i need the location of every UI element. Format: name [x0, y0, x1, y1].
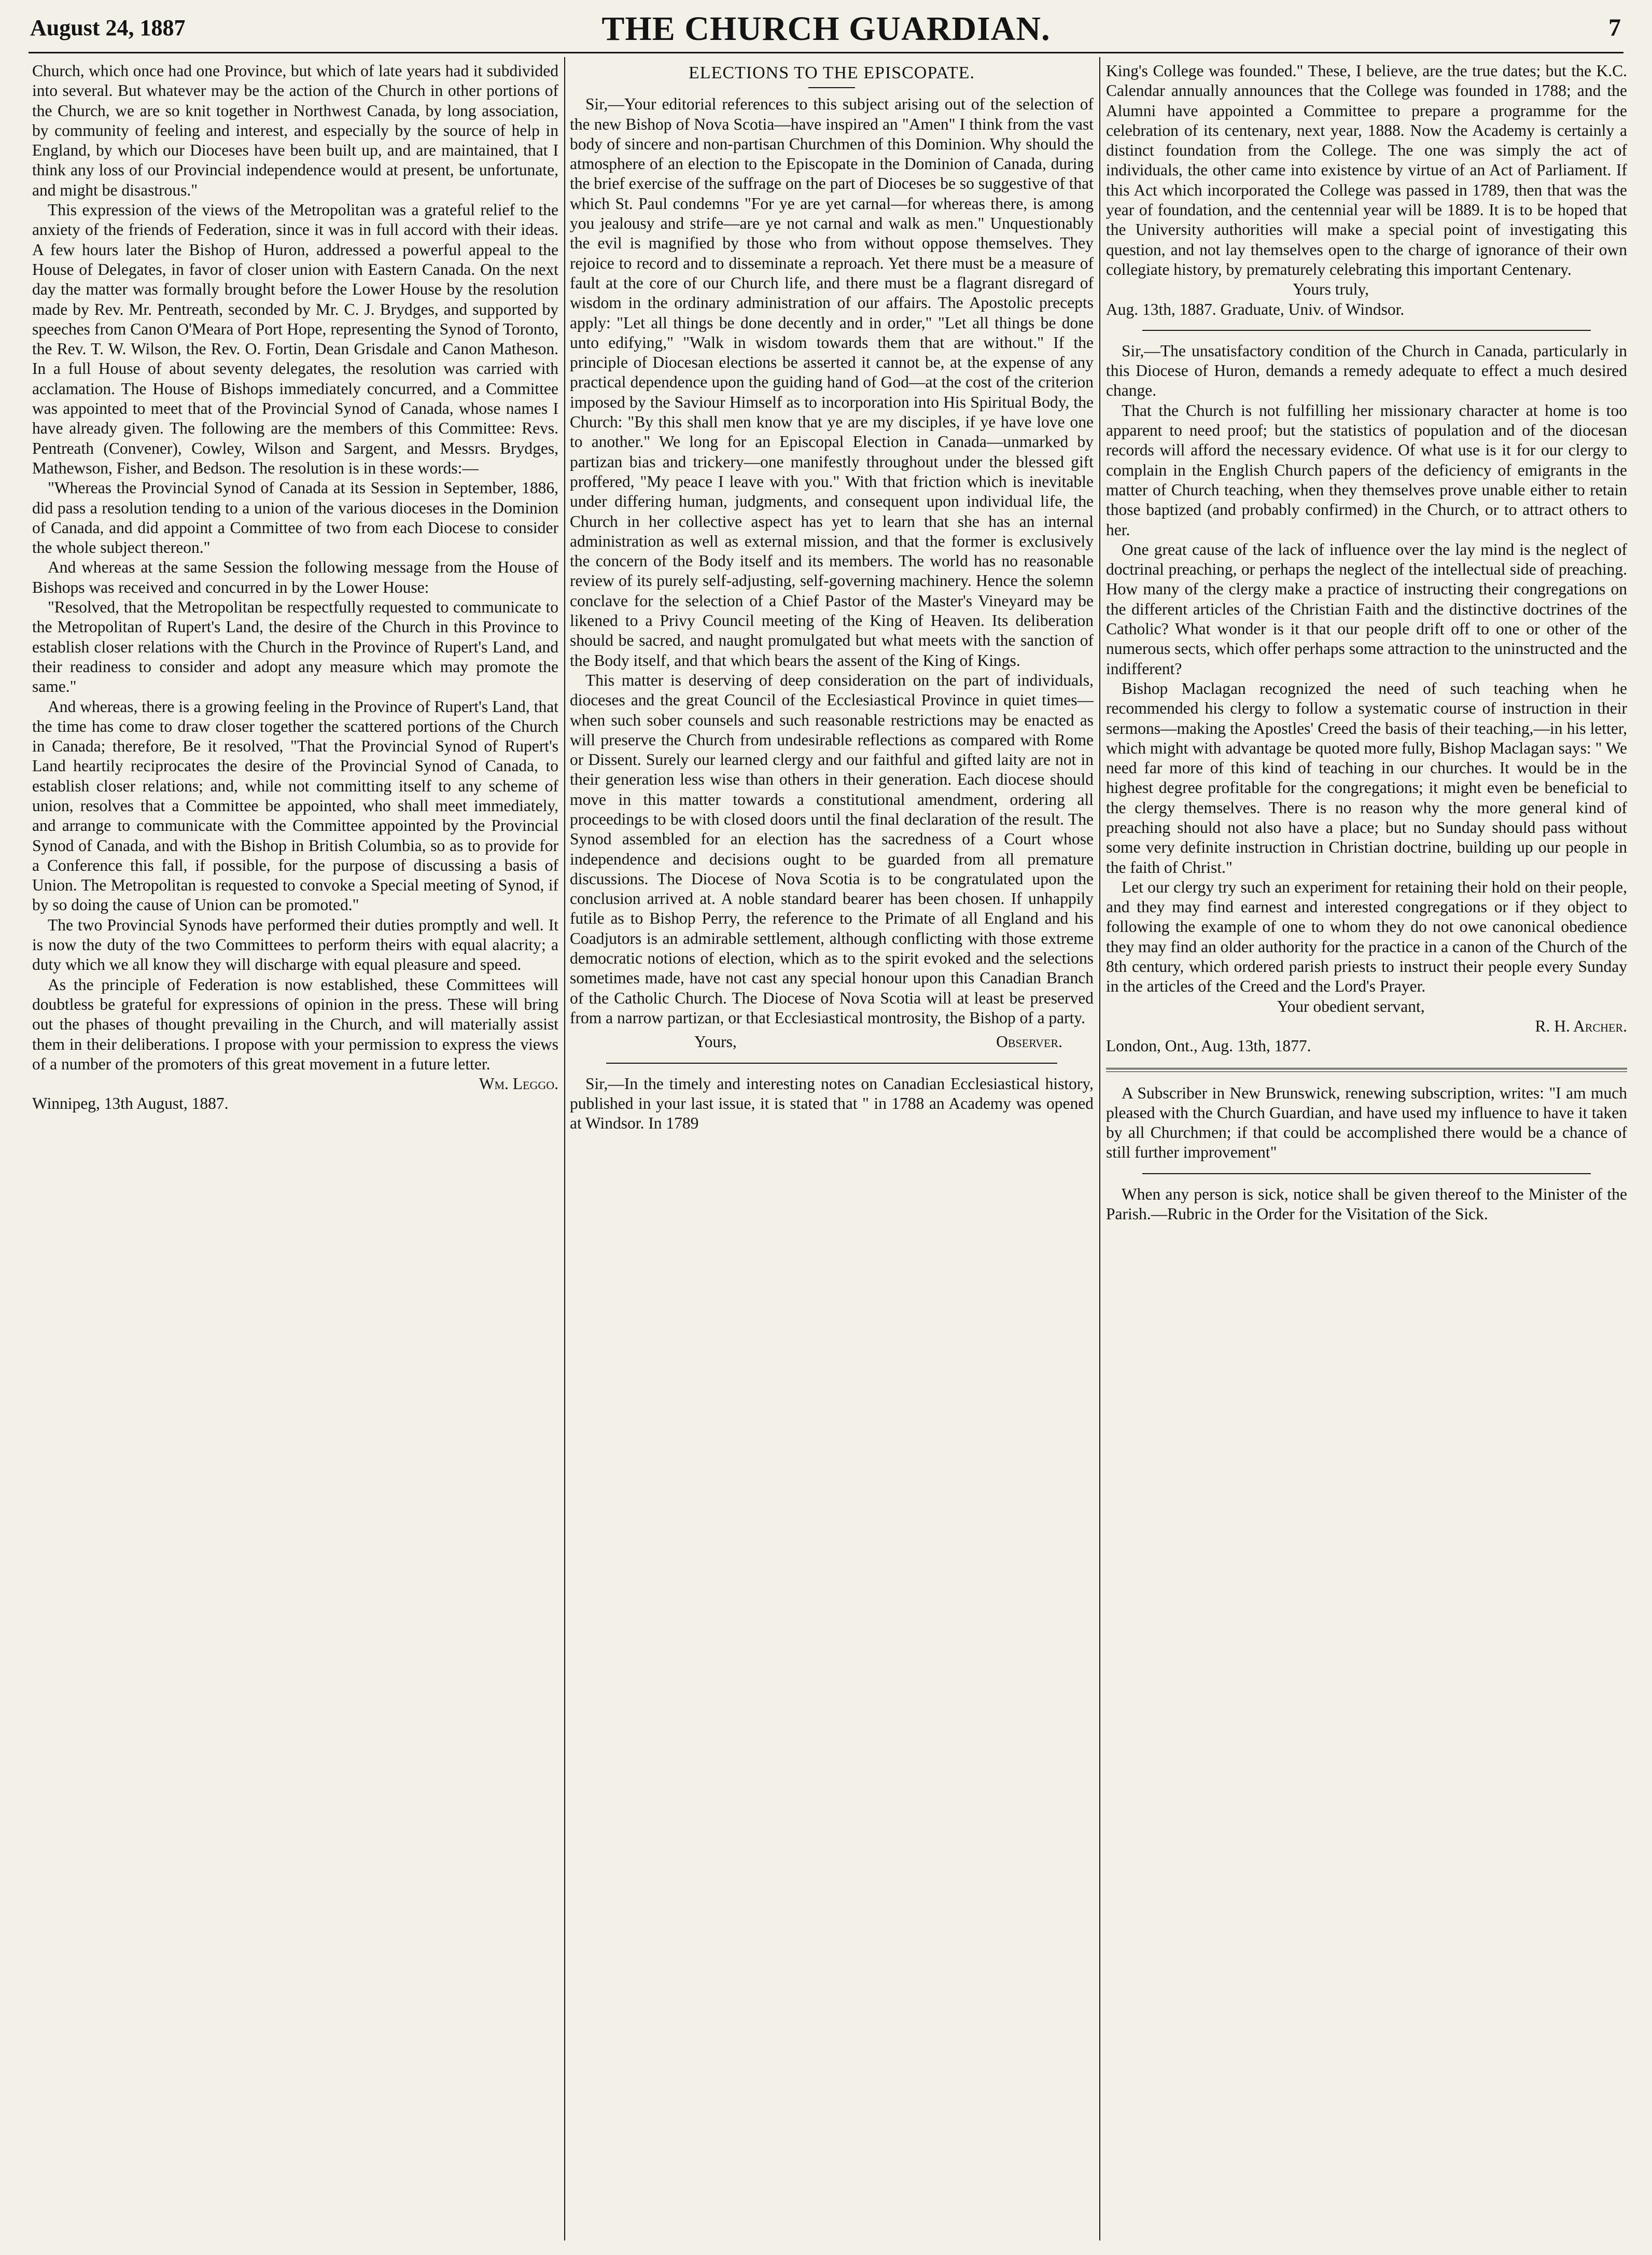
paragraph: And whereas, there is a growing feeling in the Province of Rupert's Land, that the time has come to draw closer together the scattered portions of the Church in Canada; therefore, Be it resolved, "That the Provincial Synod of Rupert's Land heartily reciprocates the desire of the Provincial Synod of Canada, to establish closer relations; and, while not committing itself to any scheme of union, resolves that a Committee be appointed, who shall meet immediately, and arrange to communicate with the Committee appointed by the Provincial Synod of Canada, and with the Bishop in British Columbia, so as to provide for a Conference this fall, if possible, for the purpose of discussing a basis of Union. The Metropolitan is requested to convoke a Special meeting of Synod, if by so doing the cause of Union can be promoted." [32, 697, 558, 914]
paragraph: This matter is deserving of deep consideration on the part of individuals, dioceses and the great Council of the Ecclesiastical Province in quiet times—when such sober counsels and such reasonable restrictions may be enacted as will preserve the Church from undesirable reflections as compared with Rome or Dissent. Surely our learned clergy and our faithful and gifted laity are not in their generation less wise than others in their generation. Each diocese should move in this matter towards a constitutional amendment, ordering all proceedings to be with closed doors until the final declaration of the result. The Synod assembled for an election has the sacredness of a Court whose independence and decisions ought to be guarded from all premature discussions. The Diocese of Nova Scotia is to be congratulated upon the conclusion arrived at. A noble standard bearer has been chosen. If unhappily futile as to Bishop Perry, the reference to the Primate of all England and his Coadjutors is an admirable settlement, although conflicting with those extreme democratic notions of election, which as to the spirit evoked and the selections sometimes made, have not cast any special honour upon this Canadian Branch of the Catholic Church. The Diocese of Nova Scotia will at least be preserved from a narrow partizan, or that Ecclesiastical montrosity, the Bishop of a party. [570, 671, 1094, 1027]
column-2 [570, 61, 1094, 2239]
masthead-title: THE CHURCH GUARDIAN. [601, 10, 1051, 48]
paragraph: That the Church is not fulfilling her missionary character at home is too apparent to need proof; but the statistics of population and of the diocesan records will afford the necessary evidence. Of what use is it for our clergy to complain in the English Church papers of the deficiency of emigrants in the matter of Church teaching, when they themselves prove unable either to retain those baptized (and probably confirmed) in the Church, or to attract others to her. [1106, 401, 1627, 539]
paragraph: This expression of the views of the Metropolitan was a grateful relief to the anxiety of the friends of Federation, since it was in full accord with their ideas. A few hours later the Bishop of Huron, addressed a powerful appeal to the House of Delegates, in favor of closer union with Eastern Canada. On the next day the matter was formally brought before the Lower House by the resolution made by Rev. Mr. Pentreath, seconded by Mr. C. J. Brydges, and supported by speeches from Canon O'Meara of Port Hope, representing the Synod of Toronto, the Rev. T. W. Wilson, the Rev. O. Fortin, Dean Grisdale and Canon Matheson. In a full House of about seventy delegates, the resolution was carried with acclamation. The House of Bishops immediately concurred, and a Committee was appointed to meet that of the Provincial Synod of Canada, whose names I have already given. The following are the members of this Committee: Revs. Pentreath (Convener), Cowley, Wilson and Sargent, and Messrs. Brydges, Mathewson, Fisher, and Bedson. The resolution is in these words:— [32, 201, 558, 477]
paragraph: The two Provincial Synods have performed their duties promptly and well. It is now the duty of the two Committees to perform theirs with equal alacrity; a duty which we all know they will discharge with equal pleasure and speed. [32, 915, 558, 974]
issue-date: August 24, 1887 [30, 15, 186, 40]
paragraph: Bishop Maclagan recognized the need of such teaching when he recommended his clergy to follow a systematic course of instruction in their sermons—making the Apostles' Creed the basis of their teaching,—in his letter, which might with advantage be quoted more fully, Bishop Maclagan says: " We need far more of this kind of teaching in our churches. It would be in the highest degree profitable for the congregations; it might even be beneficial to the clergy themselves. There is no reason why the more general kind of preaching should not also have a place; but no Sunday should pass without some very definite instruction in Christian doctrine, building up our people in the faith of Christ." [1106, 679, 1627, 876]
article-heading: ELECTIONS TO THE EPISCOPATE. [689, 63, 975, 82]
paragraph: And whereas at the same Session the following message from the House of Bishops was received and concurred in by the Lower House: [32, 558, 558, 596]
paragraph: Church, which once had one Province, but which of late years had it subdivided into several. But whatever may be the action of the Church in other portions of the Church, we are so knit together in Northwest Canada, by long association, by community of feeling and interest, and especially by the source of help in England, by which our Dioceses have been built up, and are maintained, that I think any loss of our Provincial independence would at present, be unfortunate, and might be disastrous." [32, 62, 558, 199]
dateline: Winnipeg, 13th August, 1887. [32, 1094, 229, 1113]
dateline: London, Ont., Aug. 13th, 1877. [1106, 1037, 1311, 1055]
divider [1142, 330, 1591, 331]
signoff: Yours, [694, 1033, 737, 1051]
paragraph: Sir,—The unsatisfactory condition of the Church in Canada, particularly in this Diocese of Huron, demands a remedy adequate to effect a much desired change. [1106, 341, 1627, 400]
paragraph: Sir,—Your editorial references to this subject arising out of the selection of the new Bishop of Nova Scotia—have inspired an "Amen" I think from the vast body of sincere and non-partisan Churchmen of this Dominion. Why should the atmosphere of an election to the Episcopate in the Dominion of Canada, during the brief exercise of the suffrage on the part of Dioceses be so suggestive of that which St. Paul condemns "For ye are yet carnal—for whereas there, is among you jealousy and strife—are ye not carnal and walk as men." Unquestionably the evil is magnified by those who from without oppose themselves. They rejoice to record and to disseminate a reproach. Yet there must be a measure of fault at the core of our Church life, and there must be a flagrant disregard of wisdom in the ordinary administration of our affairs. The Apostolic precepts apply: "Let all things be done decently and in order," "Let all things be done unto edifying," "Walk in wisdom towards them that are without." If the principle of Diocesan elections be asserted it cannot be, at the expense of any practical dependence upon the guiding hand of God—at the cost of the criterion imposed by the Saviour Himself as to incorporation into His Spiritual Body, the Church: "By this shall men know that ye are my disciples, if ye have love one to another." We long for an Episcopal Election in Canada—unmarked by partizan bias and trickery—one manifestly throughout under the blessed gift proffered, "My peace I leave with you." With that friction which is inevitable under differing human, judgments, and consequent upon individual life, the Church in her collective aspect has yet to learn that she has an internal administration as well as external mission, and that the former is exclusively the concern of the Body itself and its members. The world has no reasonable review of its purely self-adjusting, self-governing machinery. Hence the solemn conclave for the selection of a Chief Pastor of the Master's Vineyard may be likened to a Privy Council meeting of the King of Heaven. Its deliberation should be sacred, and naught promulgated but what meets with the sanction of the Body itself, and that which bears the assent of the King of Kings. [570, 95, 1094, 670]
paragraph: One great cause of the lack of influence over the lay mind is the neglect of doctrinal preaching, or perhaps the neglect of the intellectual side of preaching. How many of the clergy make a practice of instructing their congregations on the different articles of the Christian Faith and the distinctive doctrines of the Catholic? What wonder is it that our people drift off to one or other of the numerous sects, which offer perhaps some attraction to the uninstructed and the indifferent? [1106, 540, 1627, 678]
signature: Observer. [996, 1033, 1062, 1051]
header-rule [29, 52, 1623, 53]
divider [606, 1063, 1057, 1064]
column-divider [1099, 57, 1100, 2240]
column-divider [564, 57, 565, 2240]
signature: Aug. 13th, 1887. Graduate, Univ. of Windsor. [1106, 300, 1405, 318]
paragraph: "Resolved, that the Metropolitan be respectfully requested to communicate to the Metropolitan of Rupert's Land, the desire of the Church in this Province to establish closer relations with the Church in the Province of Rupert's Land, and their readiness to consider and adopt any measure which may promote the same." [32, 598, 558, 696]
paragraph: As the principle of Federation is now established, these Committees will doubtless be grateful for expressions of opinion in the press. These will bring out the phases of thought prevailing in the Church, and will materially assist them in their deliberations. I propose with your permission to express the views of a number of the promoters of this great movement in a future letter. [32, 975, 558, 1073]
signature: R. H. Archer. [1535, 1017, 1627, 1035]
signoff: Your obedient servant, [1277, 997, 1425, 1015]
paragraph: When any person is sick, notice shall be given thereof to the Minister of the Parish.—Rubric in the Order for the Visitation of the Sick. [1106, 1185, 1627, 1223]
paragraph: King's College was founded." These, I believe, are the true dates; but the K.C. Calendar annually announces that the College was founded in 1788; and the Alumni have appointed a Committee to prepare a programme for the celebration of its centenary, next year, 1888. Now the Academy is certainly a distinct foundation from the College. The one was simply the act of individuals, the other came into existence by virtue of an Act of Parliament. If this Act which incorporated the College was passed in 1789, then that was the year of foundation, and the centennial year will be 1889. It is to be hoped that the University authorities will make a special point of investigating this question, and not lay themselves open to the charge of ignorance of their own collegiate history, by prematurely celebrating this important Centenary. [1106, 62, 1627, 279]
section-rule [1106, 1068, 1627, 1072]
paragraph: A Subscriber in New Brunswick, renewing subscription, writes: "I am much pleased with the Church Guardian, and have used my influence to have it taken by all Churchmen; if that could be accomplished there would be a chance of still further improvement" [1106, 1083, 1627, 1162]
page-number: 7 [1608, 14, 1621, 41]
short-rule [808, 87, 855, 88]
signature: Wm. Leggo. [479, 1075, 558, 1093]
divider [1142, 1173, 1591, 1174]
column-3 [1106, 61, 1627, 2239]
paragraph: "Whereas the Provincial Synod of Canada at its Session in September, 1886, did pass a resolution tending to a union of the various dioceses in the Dominion of Canada, and did appoint a Committee of two from each Diocese to consider the whole subject thereon." [32, 479, 558, 557]
paragraph: Let our clergy try such an experiment for retaining their hold on their people, and they may find earnest and interested congregations or if they object to following the example of one to whom they do not owe canonical obedience they may find an older authority for the practice in a canon of the Church of the 8th century, which ordered parish priests to instruct their people every Sunday in the articles of the Creed and the Lord's Prayer. [1106, 878, 1627, 996]
column-1 [32, 61, 558, 2239]
signoff: Yours truly, [1293, 280, 1369, 299]
paragraph: Sir,—In the timely and interesting notes on Canadian Ecclesiastical history, published in your last issue, it is stated that " in 1788 an Academy was opened at Windsor. In 1789 [570, 1074, 1094, 1133]
signature-line [570, 1028, 1094, 1052]
